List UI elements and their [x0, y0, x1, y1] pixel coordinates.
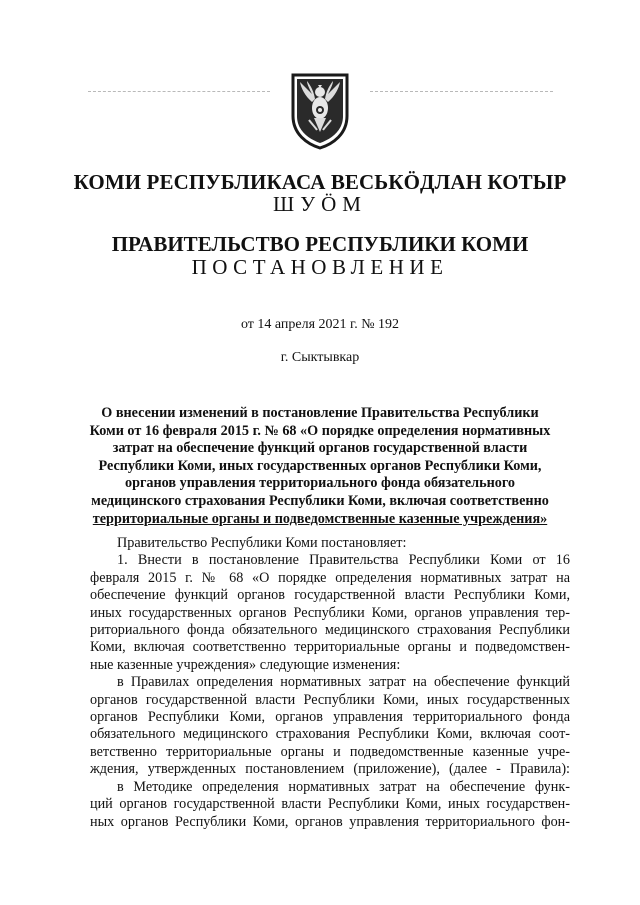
subject-line: территориальные органы и подведомственные казенные учреждения»	[92, 510, 548, 527]
body-line: риториального фонда обязательного медицинского страхования Республики	[90, 622, 570, 639]
subject-line: медицинского страхования Республики Коми, включая соответственно	[91, 492, 549, 509]
body-line: 1. Внести в постановление Правительства Республики Коми от 16	[117, 552, 570, 569]
body-line: иных государственных органов Республики Коми, органов управления тер-	[90, 604, 570, 621]
document-city: г. Сыктывкар	[280, 350, 360, 365]
body-line: ветственно территориальные органы и подведомственные казенные учре-	[90, 743, 570, 760]
subject-line: Республики Коми, иных государственных органов Республики Коми,	[98, 457, 542, 474]
komi-government-title: КОМИ РЕСПУБЛИКАСА ВЕСЬКӦДЛАН КОТЫР	[73, 170, 567, 194]
komi-coat-of-arms-icon	[287, 72, 353, 150]
body-line: обеспечение функций органов государственной власти Республики Коми,	[90, 587, 570, 604]
subject-line: Коми от 16 февраля 2015 г. № 68 «О порядке определения нормативных	[89, 422, 551, 439]
subject-line: О внесении изменений в постановление Правительства Республики	[101, 405, 539, 421]
body-line: февраля 2015 г. № 68 «О порядке определения нормативных затрат на	[90, 569, 570, 586]
document-date-number: от 14 апреля 2021 г. № 192	[240, 317, 400, 332]
body-line: Коми, включая соответственно территориальные органы и подведомствен-	[90, 639, 570, 656]
header-divider-right	[370, 91, 553, 92]
body-line: органов Республики Коми, органов управления территориального фонда	[90, 709, 570, 726]
body-line: в Методике определения нормативных затрат на обеспечение функ-	[117, 778, 570, 795]
subject-line: затрат на обеспечение функций органов государственной власти	[112, 440, 528, 457]
body-line: ждения, утвержденных постановлением (приложение), (далее - Правила):	[90, 761, 570, 778]
document-subject	[0, 405, 640, 528]
body-line: ций органов государственной власти Республики Коми, иных государствен-	[90, 796, 570, 813]
body-line: органов государственной власти Республики Коми, иных государственных	[90, 691, 570, 708]
russian-decree-label: ПОСТАНОВЛЕНИЕ	[191, 255, 449, 279]
document-body	[90, 535, 570, 831]
russian-government-title: ПРАВИТЕЛЬСТВО РЕСПУБЛИКИ КОМИ	[111, 232, 529, 256]
body-line: обязательного медицинского страхования Республики Коми, включая соот-	[90, 726, 570, 743]
subject-line: органов управления территориального фонда обязательного	[124, 475, 516, 492]
body-line: в Правилах определения нормативных затрат на обеспечение функций	[117, 674, 570, 691]
komi-decree-label: ШУӦМ	[273, 192, 367, 216]
body-line: ных органов Республики Коми, органов управления территориального фон-	[90, 813, 570, 830]
header-divider-left	[88, 91, 270, 92]
body-line: ные казенные учреждения» следующие изменения:	[90, 656, 401, 673]
body-line: Правительство Республики Коми постановляет:	[117, 535, 407, 551]
